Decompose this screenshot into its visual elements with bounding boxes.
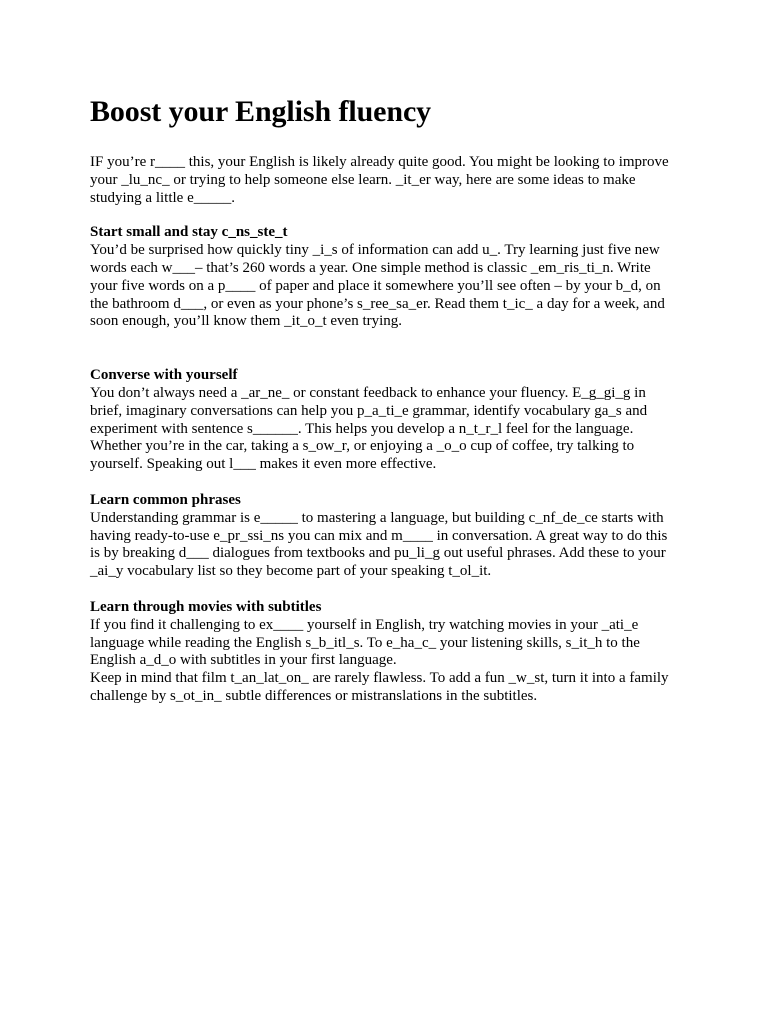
document-title: Boost your English fluency <box>90 95 432 128</box>
section-paragraph: Keep in mind that film t_an_lat_on_ are rarely flawless. To add a fun _w_st, turn it into a family challenge by s_ot_in_ subtle differences or mistranslations in the subtitles. <box>90 670 669 704</box>
section-paragraph: You’d be surprised how quickly tiny _i_s of information can add u_. Try learning just five new words each w___– that’s 260 words a year. One simple method is classic _em_ris_ti_n. Write your five words on a p____ of paper and place it somewhere you’ll see often – by your b_d, on the bathroom d___, or even as your phone’s s_ree_sa_er. Read them t_ic_ a day for a week, and soon enough, you’ll know them _it_o_t even trying. <box>90 242 665 330</box>
section-paragraph: You don’t always need a _ar_ne_ or constant feedback to enhance your fluency. E_g_gi_g in brief, imaginary conversations can help you p_a_ti_e grammar, identify vocabulary ga_s and experiment with sentence s______. This helps you develop a n_t_r_l feel for the language. Whether you’re in the car, taking a s_ow_r, or enjoying a _o_o cup of coffee, try talking to yourself. Speaking out l___ makes it even more effective. <box>90 384 648 473</box>
section-heading: Converse with yourself <box>90 367 238 384</box>
section-heading: Start small and stay c_ns_ste_t <box>90 224 288 241</box>
section-start-small <box>90 224 680 331</box>
section-paragraph: If you find it challenging to ex____ yourself in English, try watching movies in your _ati_e language while reading the English s_b_itl_s. To e_ha_c_ your listening skills, s_it_h to the English a_d_o with subtitles in your first language. <box>90 616 640 669</box>
section-movies-subtitles <box>90 599 680 706</box>
section-heading: Learn common phrases <box>90 491 241 508</box>
intro-paragraph: IF you’re r____ this, your English is likely already quite good. You might be looking to improve your _lu_nc_ or trying to help someone else learn. _it_er way, here are some ideas to make studying a little e_____. <box>90 154 669 206</box>
section-common-phrases <box>90 492 680 581</box>
section-heading: Learn through movies with subtitles <box>90 598 322 615</box>
section-converse <box>90 367 680 474</box>
document-page <box>90 92 680 724</box>
section-paragraph: Understanding grammar is e_____ to mastering a language, but building c_nf_de_ce starts with having ready-to-use e_pr_ssi_ns you can mix and m____ in conversation. A great way to do this is by breaking d___ dialogues from textbooks and pu_li_g out useful phrases. Add these to your _ai_y vocabulary list so they become part of your speaking t_ol_it. <box>90 509 668 580</box>
